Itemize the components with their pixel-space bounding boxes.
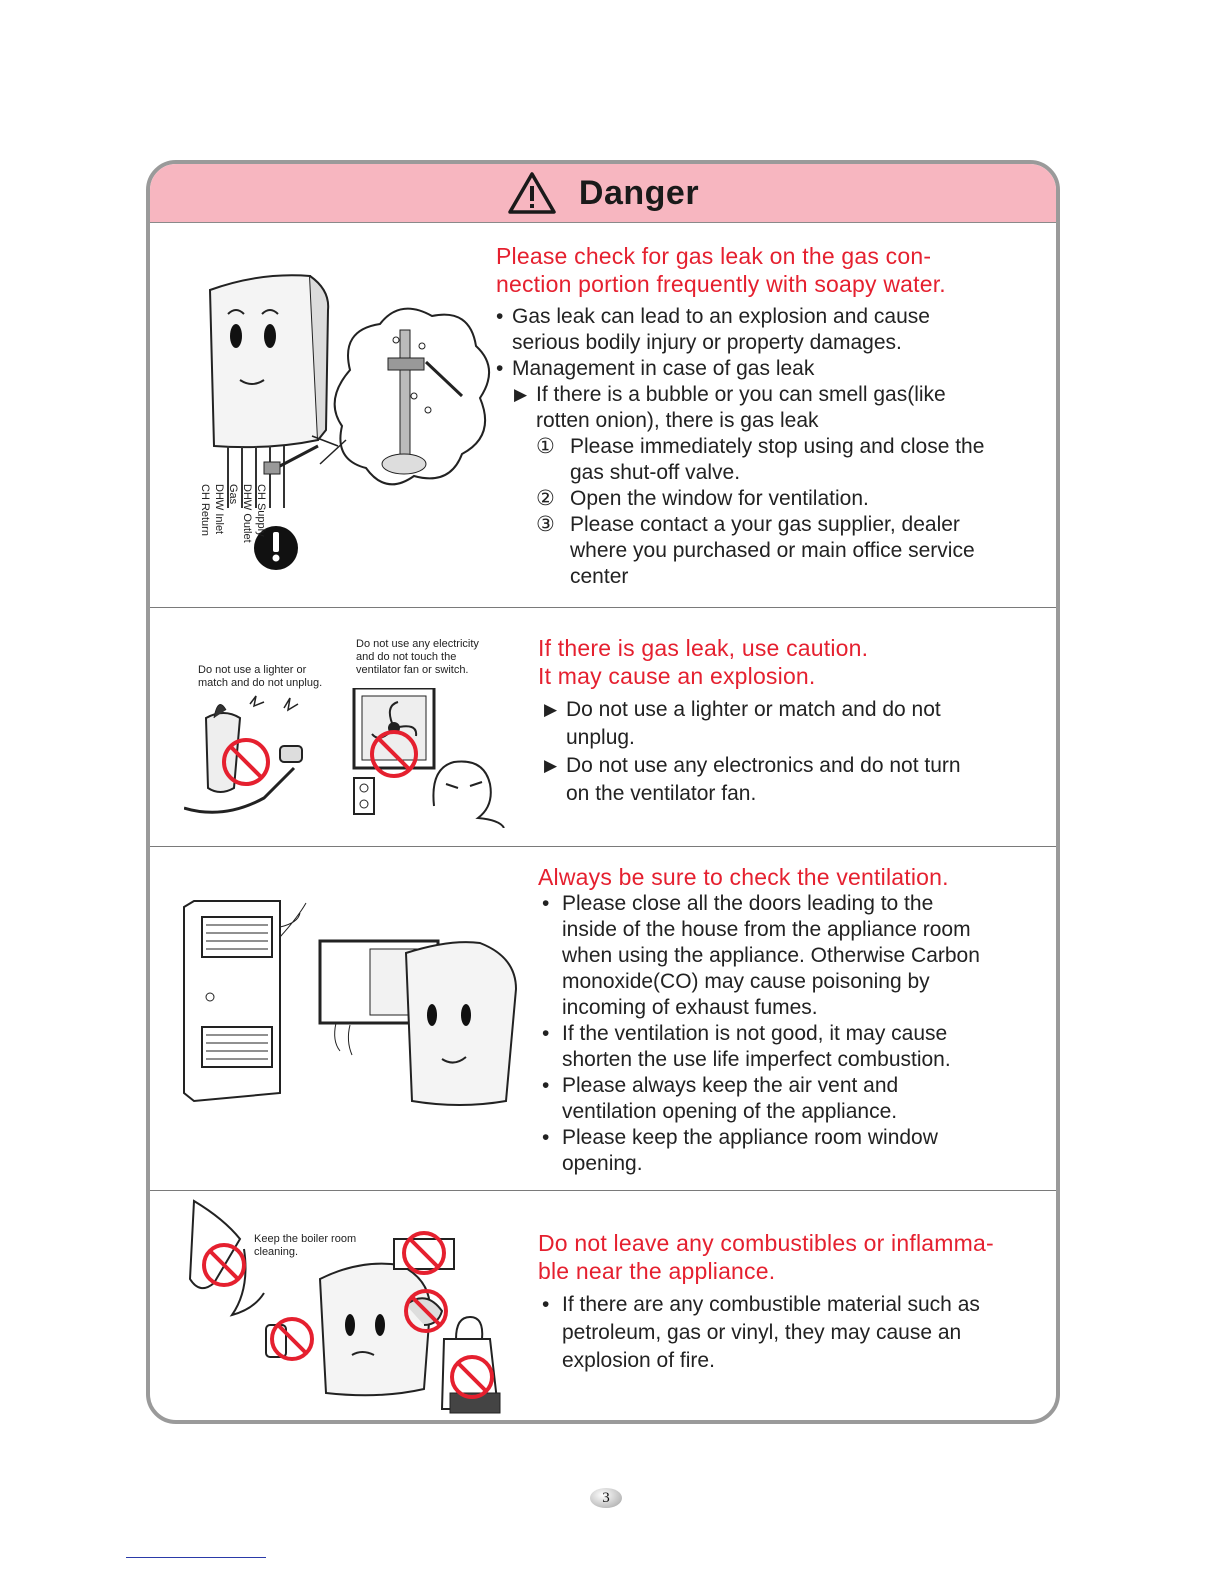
section-text [538, 863, 1058, 1177]
section-gas-leak-check [150, 222, 1056, 608]
combustibles-illustration [180, 1199, 510, 1421]
panel-header [150, 164, 1056, 223]
list-item: ▶ If there is a bubble or you can smell gas(like rotten onion), there is gas leak [514, 382, 1056, 434]
list-item: • Please always keep the air vent and ventilation opening of the appliance. [542, 1073, 1058, 1125]
pipe-label: DHW Inlet [213, 484, 225, 535]
list-item: • If the ventilation is not good, it may cause shorten the use life imperfect combustion. [542, 1021, 1058, 1073]
illustration-label: Do not use a lighter or match and do not unplug. [198, 664, 323, 689]
numbered-item: ③ Please contact a your gas supplier, dealer where you purchased or main office service center [536, 513, 975, 588]
panel-title: Danger [578, 173, 700, 212]
warning-triangle-icon [507, 171, 557, 215]
list-item: • Please close all the doors leading to the inside of the house from the appliance room when using the appliance. Otherwise Carbon monoxide(CO) may cause poisoning by incoming of exhaust fumes. [542, 891, 1058, 1021]
section-text [538, 1229, 1058, 1375]
pipe-label: CH Supply [255, 484, 267, 537]
pipe-label: Gas [227, 484, 239, 505]
ventilation-illustration [180, 897, 525, 1107]
section-gas-leak-caution [150, 608, 1056, 847]
page-number: 3 [590, 1488, 622, 1508]
numbered-item: ① Please immediately stop using and close the gas shut-off valve. [536, 435, 985, 484]
list-item: ▶ Do not use any electronics and do not turn on the ventilator fan. [544, 752, 1058, 808]
danger-panel [146, 160, 1060, 1424]
list-item: • Management in case of gas leak [496, 356, 1056, 382]
list-item: • If there are any combustible material such as petroleum, gas or vinyl, they may cause an explosion of fire. [542, 1291, 1058, 1375]
illustration-label: Keep the boiler room cleaning. [254, 1233, 357, 1258]
numbered-item: ② Open the window for ventilation. [536, 487, 869, 510]
section-headline: Always be sure to check the ventilation. [538, 864, 949, 890]
section-text [496, 242, 1056, 590]
lighter-ventilator-illustration [184, 688, 514, 828]
list-item: • Please keep the appliance room window opening. [542, 1125, 1058, 1177]
list-item: ▶ Do not use a lighter or match and do not unplug. [544, 696, 1058, 752]
list-item: • Gas leak can lead to an explosion and cause serious bodily injury or property damages. [496, 304, 1056, 356]
pipe-label: DHW Outlet [241, 484, 253, 543]
section-text [538, 634, 1058, 808]
section-headline: Do not leave any combustibles or inflamma- ble near the appliance. [538, 1230, 994, 1284]
pipe-label: CH Return [199, 484, 211, 536]
footer-rule [126, 1557, 266, 1558]
section-headline: If there is gas leak, use caution. It may cause an explosion. [538, 635, 869, 689]
section-headline: Please check for gas leak on the gas con- nection portion frequently with soapy water. [496, 243, 946, 297]
illustration-label: Do not use any electricity and do not touch the ventilator fan or switch. [356, 638, 479, 676]
section-combustibles [150, 1191, 1056, 1424]
section-ventilation [150, 847, 1056, 1191]
